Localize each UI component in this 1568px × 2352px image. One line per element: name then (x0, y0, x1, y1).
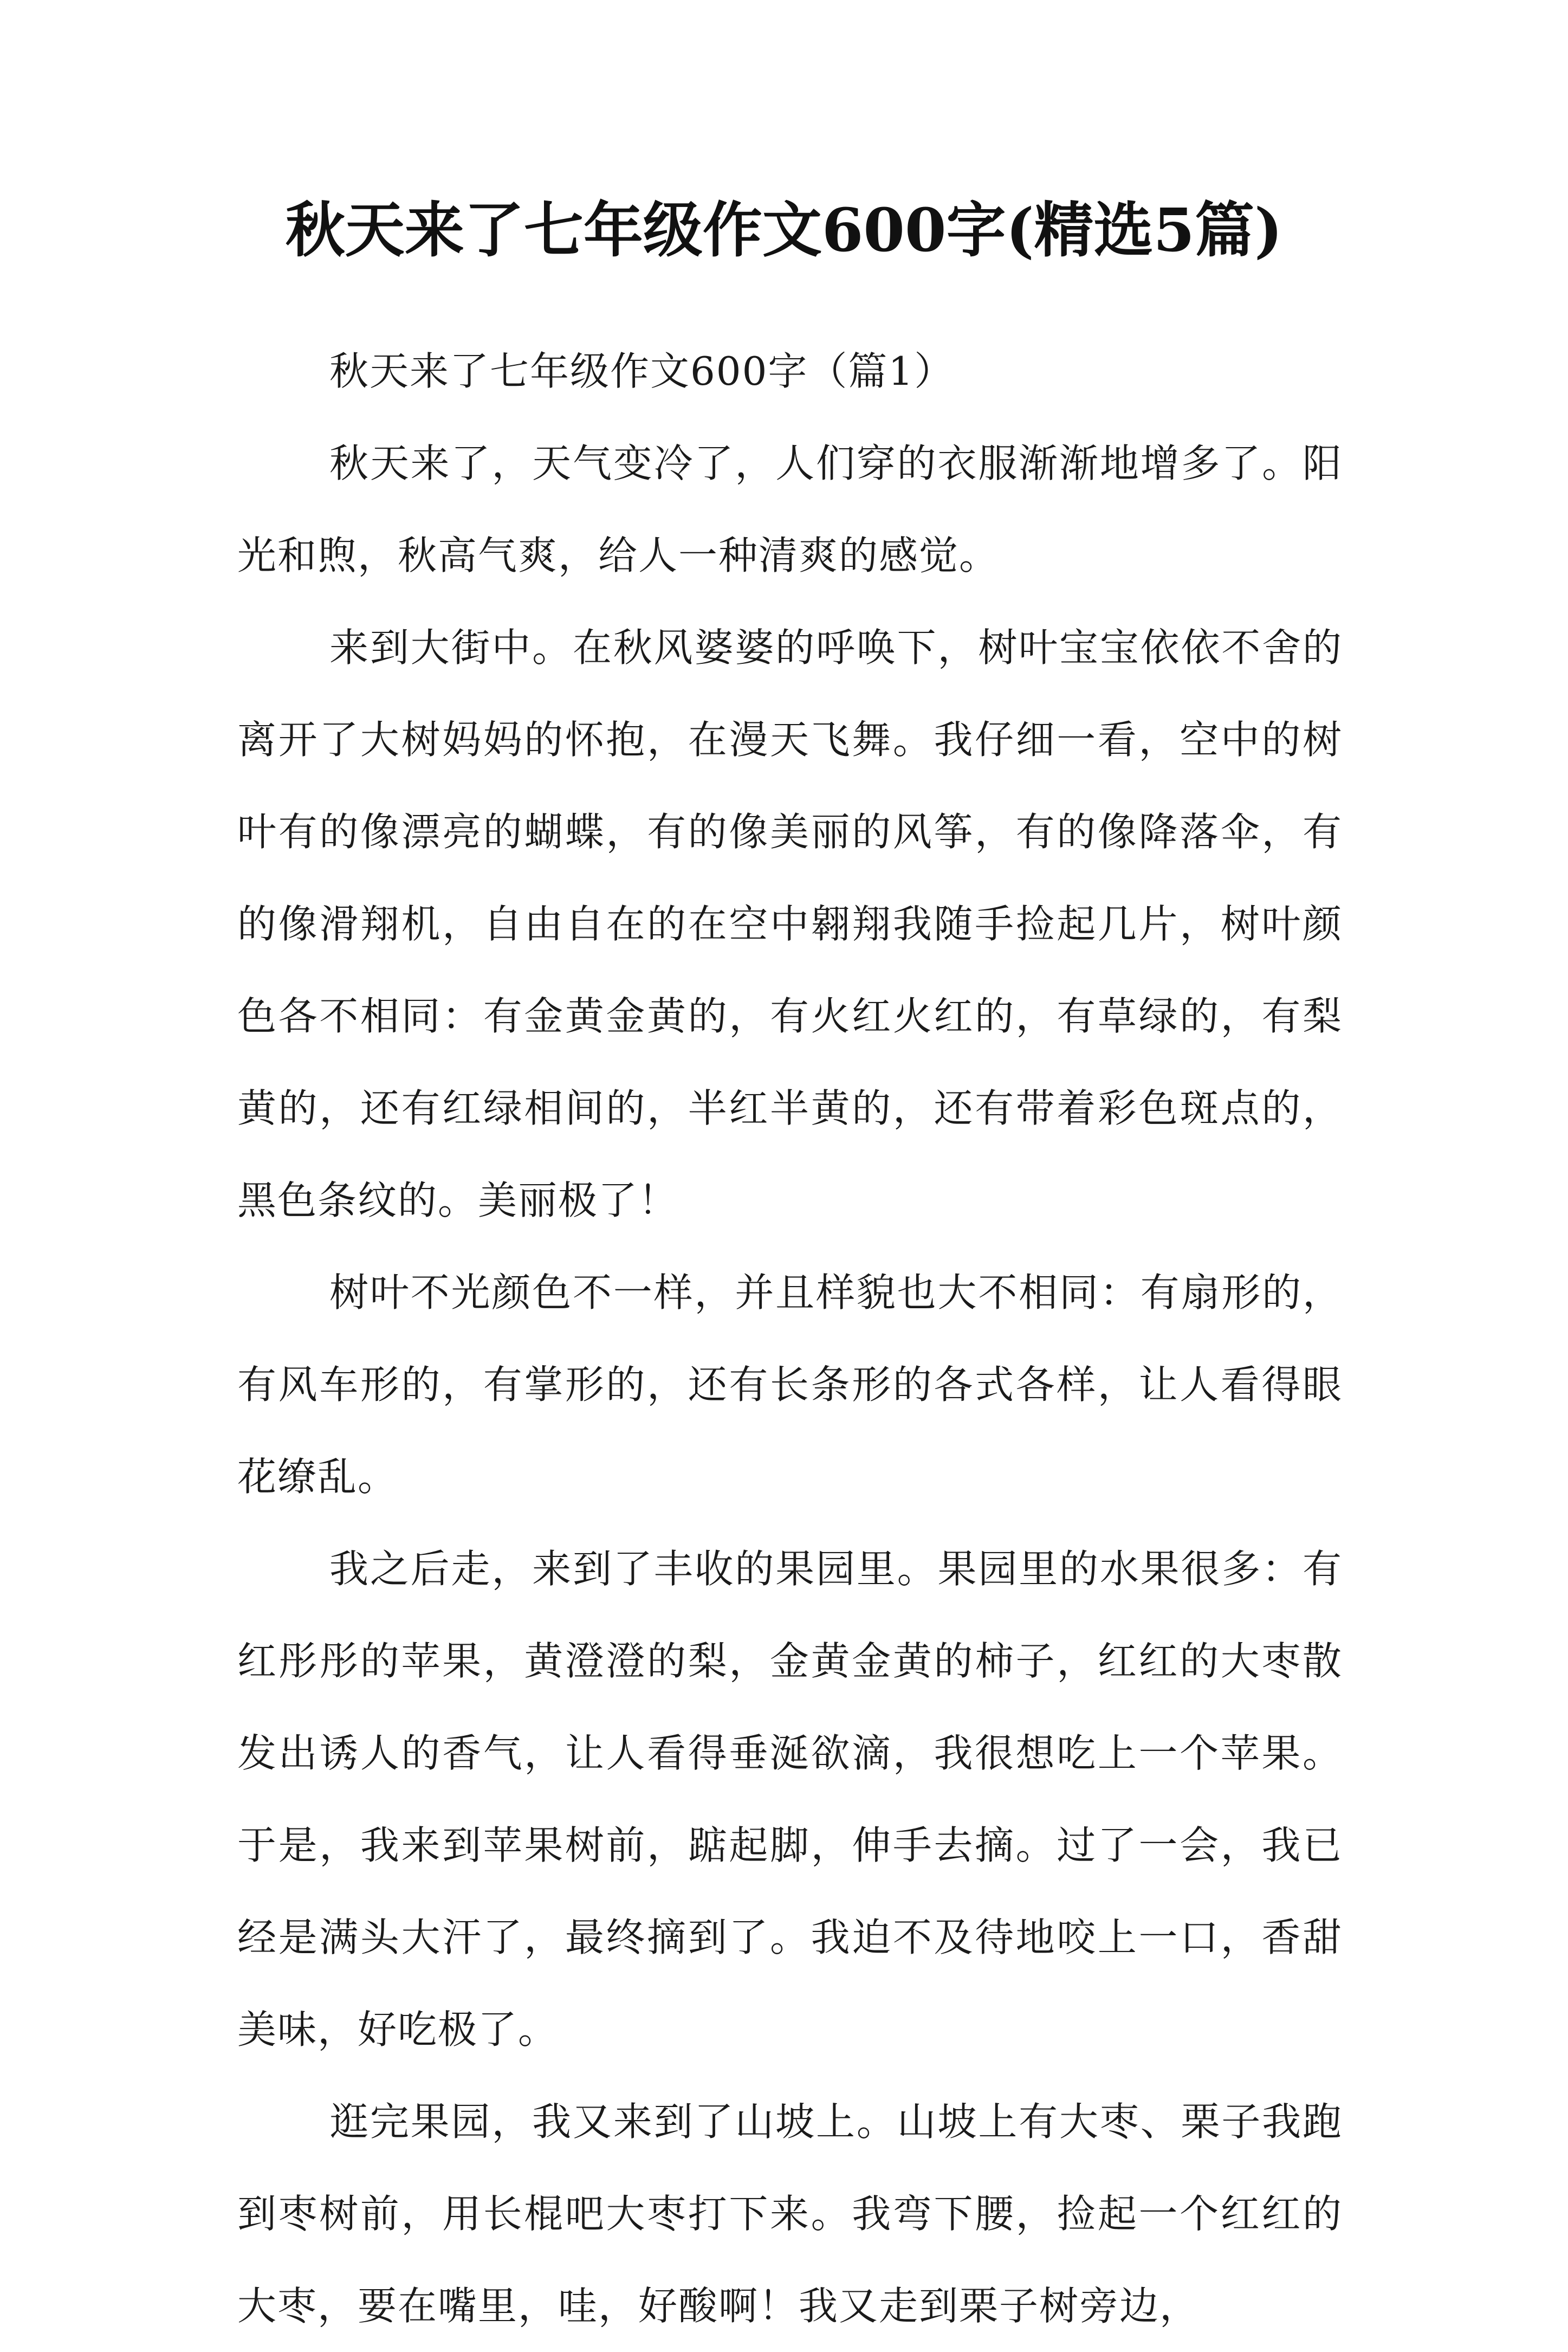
paragraph: 秋天来了，天气变冷了，人们穿的衣服渐渐地增多了。阳光和煦，秋高气爽，给人一种清爽的感觉。 (237, 441, 1343, 578)
paragraph: 树叶不光颜色不一样，并且样貌也大不相同：有扇形的，有风车形的，有掌形的，还有长条形的各式各样，让人看得眼花缭乱。 (237, 1270, 1343, 1500)
section-heading: 秋天来了七年级作文600字（篇1） (329, 348, 955, 394)
paragraph: 来到大街中。在秋风婆婆的呼唤下，树叶宝宝依依不舍的离开了大树妈妈的怀抱，在漫天飞舞。我仔细一看，空中的树叶有的像漂亮的蝴蝶，有的像美丽的风筝，有的像降落伞，有的像滑翔机，自由自在的在空中翱翔我随手捡起几片，树叶颜色各不相同：有金黄金黄的，有火红火红的，有草绿的，有梨黄的，还有红绿相间的，半红半黄的，还有带着彩色斑点的，黑色条纹的。美丽极了！ (237, 625, 1343, 1223)
paragraph: 逛完果园，我又来到了山坡上。山坡上有大枣、栗子我跑到枣树前，用长棍吧大枣打下来。我弯下腰，捡起一个红红的大枣，要在嘴里，哇，好酸啊！我又走到栗子树旁边， (237, 2099, 1343, 2329)
paragraph: 我之后走，来到了丰收的果园里。果园里的水果很多：有红彤彤的苹果，黄澄澄的梨，金黄金黄的柿子，红红的大枣散发出诱人的香气，让人看得垂涎欲滴，我很想吃上一个苹果。于是，我来到苹果树前，踮起脚，伸手去摘。过了一会，我已经是满头大汗了，最终摘到了。我迫不及待地咬上一口，香甜美味，好吃极了。 (237, 1546, 1343, 2052)
document-title: 秋天来了七年级作文600字(精选5篇) (285, 195, 1283, 265)
document-body (237, 325, 1343, 2352)
